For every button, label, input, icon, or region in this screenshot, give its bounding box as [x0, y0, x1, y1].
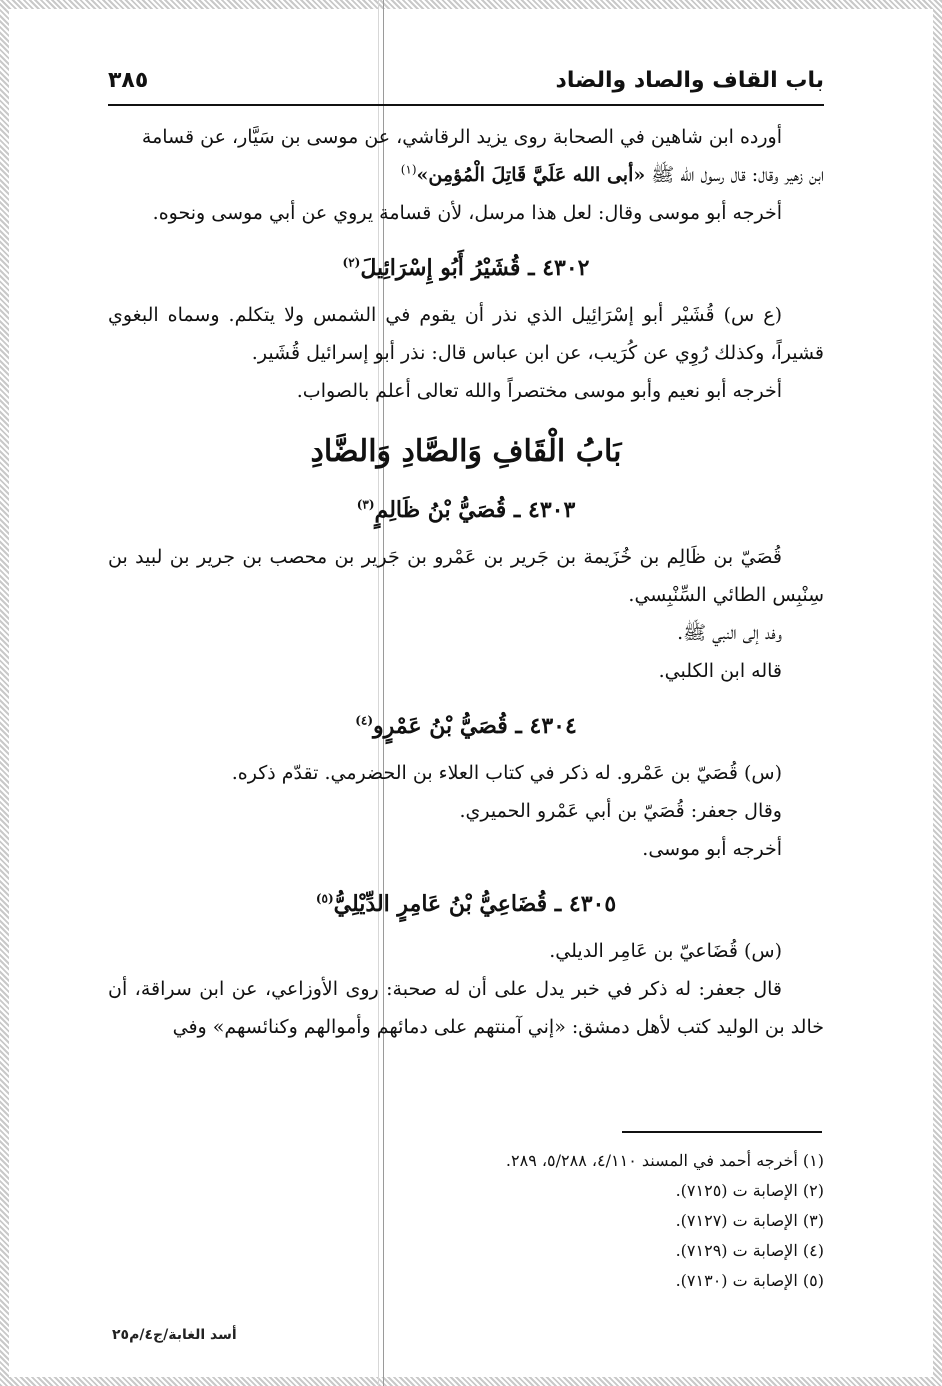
entry-title-4304 [108, 708, 824, 744]
entry-title-4305 [108, 886, 824, 922]
paragraph: وفد إلى النبي ﷺ. [677, 622, 782, 644]
paragraph: (س) قُصَيّ بن عَمْرو. له ذكر في كتاب العلاء بن الحضرمي. تقدّم ذكره. [231, 762, 782, 784]
paragraph [108, 156, 824, 194]
footnote-ref: (٥) [315, 891, 334, 906]
footnote: (٢) الإصابة ت (٧١٢٥). [675, 1181, 824, 1200]
paragraph: أخرجه أبو موسى وقال: لعل هذا مرسل، لأن قسامة يروي عن أبي موسى ونحوه. [152, 202, 782, 224]
entry-title-text: ٤٣٠٤ ـ قُصَيُّ بْنُ عَمْرٍو [373, 713, 577, 739]
footnote-ref: (١) [400, 162, 417, 177]
footnotes [108, 1146, 824, 1296]
header-rule [108, 104, 824, 106]
signature-mark: أسد الغابة/ج٤/م٢٥ [112, 1327, 237, 1343]
chapter-title: بَابُ الْقَافِ وَالصَّادِ وَالضَّادِ [310, 434, 622, 469]
footnote: (٤) الإصابة ت (٧١٢٩). [675, 1241, 824, 1260]
page-number: ٣٨٥ [108, 68, 149, 93]
paragraph: أخرجه أبو نعيم وأبو موسى مختصراً والله تعالى أعلم بالصواب. [296, 380, 782, 402]
paragraph: قال جعفر: له ذكر في خبر يدل على أن له صحبة: روى الأوزاعي، عن ابن سراقة، أن خالد بن الوليد كتب لأهل دمشق: «إني آمنتهم على دمائهم وأموالهم وكنائسهم» وفي [108, 978, 824, 1038]
running-title: باب القاف والصاد والضاد [555, 68, 824, 93]
footnote-ref: (٣) [356, 497, 375, 512]
footnote: (٣) الإصابة ت (٧١٢٧). [675, 1211, 824, 1230]
entry-title-4303 [108, 492, 824, 528]
paragraph: (ع س) قُشَيْر أبو إسْرَائِيل الذي نذر أن يقوم في الشمس ولا يتكلم. وسماه البغوي قشيراً، وكذلك رُوِي عن كُرَيب، عن ابن عباس قال: نذر أبو إسرائيل قُشَير. [108, 304, 824, 364]
main-text [108, 118, 824, 1046]
paragraph: (س) قُضَاعيّ بن عَامِر الديلي. [549, 940, 782, 962]
entry-title-4302 [108, 250, 824, 286]
paragraph-text: ابن زهير وقال: قال رسول الله ﷺ [645, 164, 824, 186]
footnote-ref: (٤) [355, 713, 374, 728]
footnote-rule [622, 1131, 822, 1133]
paragraph: قُصَيّ بن ظَالِم بن خُزَيمة بن جَرير بن عَمْرو بن جَرير بن محصب بن جرير بن لبيد بن سِنْبِس الطائي السِّنْبِسي. [108, 546, 824, 606]
hadith-quote: «أبى الله عَلَيَّ قَاتِلَ الْمُؤمِن» [416, 164, 646, 186]
footnote-ref: (٢) [342, 255, 361, 270]
footnote: (٥) الإصابة ت (٧١٣٠). [675, 1271, 824, 1290]
footnote: (١) أخرجه أحمد في المسند ٤/١١٠، ٥/٢٨٨، ٢٨٩. [505, 1151, 824, 1170]
page-header [108, 68, 824, 102]
paragraph: أخرجه أبو موسى. [642, 838, 782, 860]
paragraph: وقال جعفر: قُصَيّ بن أبي عَمْرو الحميري. [459, 800, 782, 822]
paragraph: أورده ابن شاهين في الصحابة روى يزيد الرقاشي، عن موسى بن سَيَّار، عن قسامة [141, 126, 782, 148]
entry-title-text: ٤٣٠٢ ـ قُشَيْرُ أَبُو إِسْرَائِيلَ [360, 255, 590, 281]
entry-title-text: ٤٣٠٣ ـ قُصَيُّ بْنُ ظَالِمٍ [374, 497, 576, 523]
paragraph: قاله ابن الكلبي. [658, 660, 782, 682]
entry-title-text: ٤٣٠٥ ـ قُضَاعِيُّ بْنُ عَامِرٍ الدِّيْلِيُّ [333, 891, 617, 917]
